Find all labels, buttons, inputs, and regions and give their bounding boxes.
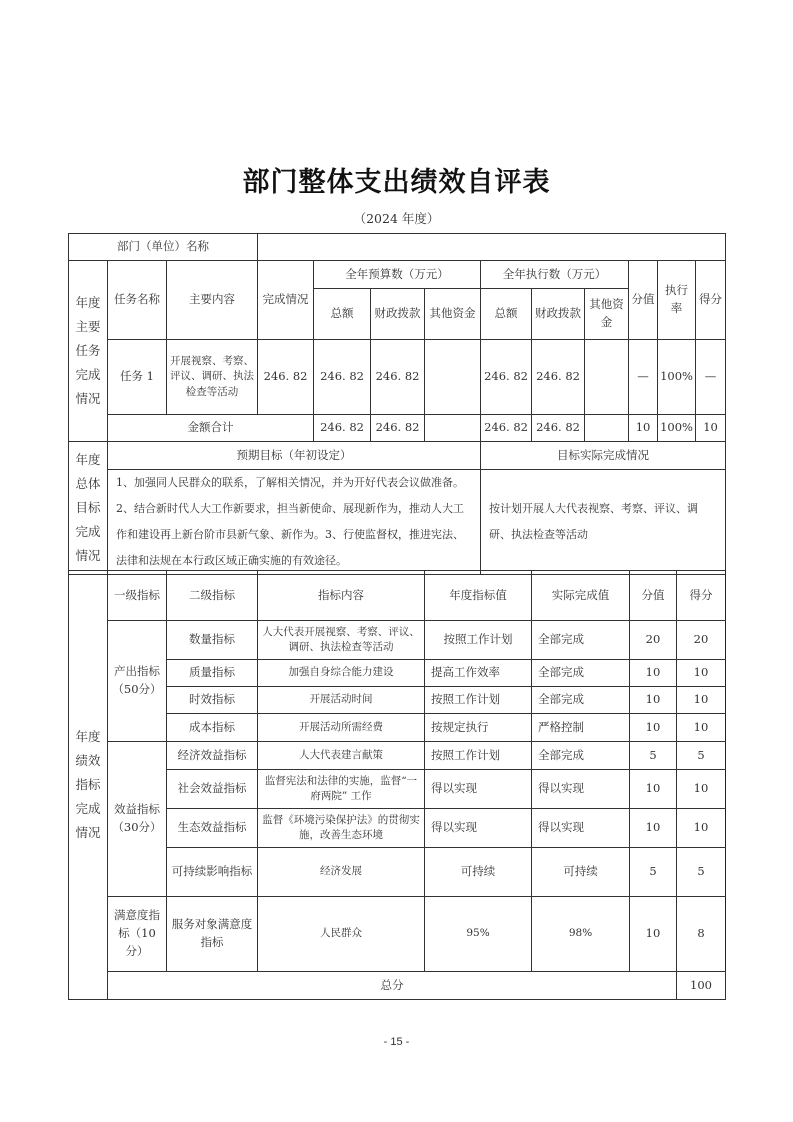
level2: 成本指标	[167, 714, 258, 742]
header-main-content: 主要内容	[167, 261, 258, 340]
page-number: - 15 -	[383, 1036, 410, 1048]
total-label: 金额合计	[108, 415, 314, 442]
task-completion: 246. 82	[258, 340, 314, 415]
section2-row-label: 年度总体目标完成情况	[69, 442, 108, 575]
level2: 经济效益指标	[167, 742, 258, 770]
actual: 全部完成	[532, 621, 630, 660]
expected-goal-header: 预期目标（年初设定）	[108, 442, 481, 470]
content: 开展活动时间	[258, 687, 425, 714]
task-budget-fiscal: 246. 82	[371, 340, 425, 415]
actual-goal-text: 按计划开展人大代表视察、考察、评议、调研、执法检查等活动	[481, 470, 726, 575]
score: 10	[677, 714, 726, 742]
header-budget-total: 总额	[314, 289, 371, 340]
level2: 可持续影响指标	[167, 848, 258, 897]
score-value: 10	[630, 714, 677, 742]
total-score-value: 10	[629, 415, 658, 442]
indicator-row	[69, 742, 726, 770]
indicator-row	[69, 897, 726, 972]
target: 按规定执行	[425, 714, 532, 742]
actual: 可持续	[532, 848, 630, 897]
header-score-value: 分值	[629, 261, 658, 340]
header-score-value: 分值	[630, 571, 677, 621]
task-exec-rate: 100%	[658, 340, 696, 415]
indicator-row	[69, 621, 726, 660]
dept-name-value	[258, 234, 726, 261]
document-title: 部门整体支出绩效自评表	[242, 167, 551, 198]
header-score: 得分	[677, 571, 726, 621]
total-exec-total: 246. 82	[481, 415, 532, 442]
header-exec-total: 总额	[481, 289, 532, 340]
task-exec-other	[585, 340, 629, 415]
content: 监督宪法和法律的实施，监督“一府两院” 工作	[258, 770, 425, 809]
score-value: 10	[630, 687, 677, 714]
score: 10	[677, 770, 726, 809]
score-value: 10	[630, 897, 677, 972]
indicator-row	[69, 714, 726, 742]
level2: 社会效益指标	[167, 770, 258, 809]
target: 按照工作计划	[425, 621, 532, 660]
header-exec-fiscal: 财政拨款	[532, 289, 585, 340]
performance-indicator-table	[68, 570, 726, 1000]
indicator-row	[69, 809, 726, 848]
total-score: 10	[696, 415, 726, 442]
task-budget-total: 246. 82	[314, 340, 371, 415]
task-row	[69, 340, 726, 415]
total-exec-rate: 100%	[658, 415, 696, 442]
actual: 全部完成	[532, 742, 630, 770]
total-exec-fiscal: 246. 82	[532, 415, 585, 442]
indicator-row	[69, 770, 726, 809]
content: 开展活动所需经费	[258, 714, 425, 742]
actual: 全部完成	[532, 660, 630, 687]
score: 5	[677, 848, 726, 897]
actual: 得以实现	[532, 770, 630, 809]
header-content: 指标内容	[258, 571, 425, 621]
level2: 数量指标	[167, 621, 258, 660]
section3-row-label: 年度绩效指标完成情况	[69, 571, 108, 1000]
header-target: 年度指标值	[425, 571, 532, 621]
score-value: 10	[630, 809, 677, 848]
score: 10	[677, 660, 726, 687]
actual: 全部完成	[532, 687, 630, 714]
score-value: 5	[630, 848, 677, 897]
header-exec-other: 其他资金	[585, 289, 629, 340]
target: 提高工作效率	[425, 660, 532, 687]
content: 人大代表开展视察、考察、评议、调研、执法检查等活动	[258, 621, 425, 660]
header-budget-other: 其他资金	[425, 289, 481, 340]
total-row	[69, 415, 726, 442]
target: 95%	[425, 897, 532, 972]
actual: 98%	[532, 897, 630, 972]
score: 5	[677, 742, 726, 770]
total-budget-total: 246. 82	[314, 415, 371, 442]
grand-total-label: 总分	[108, 972, 677, 1000]
header-score: 得分	[696, 261, 726, 340]
score: 10	[677, 687, 726, 714]
target: 按照工作计划	[425, 742, 532, 770]
total-exec-other	[585, 415, 629, 442]
level2: 质量指标	[167, 660, 258, 687]
score-value: 10	[630, 770, 677, 809]
section1-row-label: 年度主要任务完成情况	[69, 261, 108, 442]
expected-goal-text: 1、加强同人民群众的联系，了解相关情况，并为开好代表会议做准备。2、结合新时代人大工作新要求，担当新使命、展现新作为，推动人大工作和建设再上新台阶市县新气象、新作为。3、行使监督权，推进宪法、法律和法规在本行政区域正确实施的有效途径。	[108, 470, 481, 575]
total-budget-fiscal: 246. 82	[371, 415, 425, 442]
task-name: 任务 1	[108, 340, 167, 415]
target: 得以实现	[425, 809, 532, 848]
score: 10	[677, 809, 726, 848]
header-completion: 完成情况	[258, 261, 314, 340]
header-exec-rate: 执行率	[658, 261, 696, 340]
group-benefit: 效益指标（30分）	[108, 742, 167, 897]
document-year: （2024 年度）	[353, 211, 440, 226]
header-exec-group: 全年执行数（万元）	[481, 261, 629, 289]
header-level1: 一级指标	[108, 571, 167, 621]
content: 经济发展	[258, 848, 425, 897]
grand-total-row	[69, 972, 726, 1000]
indicator-row	[69, 848, 726, 897]
target: 按照工作计划	[425, 687, 532, 714]
task-score: —	[696, 340, 726, 415]
overall-goal-table	[68, 441, 726, 575]
content: 人大代表建言献策	[258, 742, 425, 770]
actual: 得以实现	[532, 809, 630, 848]
score: 8	[677, 897, 726, 972]
task-exec-fiscal: 246. 82	[532, 340, 585, 415]
header-task-name: 任务名称	[108, 261, 167, 340]
content: 监督《环境污染保护法》的贯彻实施，改善生态环境	[258, 809, 425, 848]
header-budget-group: 全年预算数（万元）	[314, 261, 481, 289]
task-completion-table	[68, 233, 726, 442]
dept-name-label: 部门（单位）名称	[69, 234, 258, 261]
level2: 时效指标	[167, 687, 258, 714]
group-satisfaction: 满意度指标（10分）	[108, 897, 167, 972]
target: 可持续	[425, 848, 532, 897]
task-score-value: —	[629, 340, 658, 415]
header-actual: 实际完成值	[532, 571, 630, 621]
indicator-row	[69, 687, 726, 714]
group-output: 产出指标（50分）	[108, 621, 167, 742]
indicator-row	[69, 660, 726, 687]
score-value: 10	[630, 660, 677, 687]
task-content: 开展视察、考察、评议、调研、执法检查等活动	[167, 340, 258, 415]
task-budget-other	[425, 340, 481, 415]
level2: 服务对象满意度指标	[167, 897, 258, 972]
total-budget-other	[425, 415, 481, 442]
level2: 生态效益指标	[167, 809, 258, 848]
grand-total-score-value: 100	[677, 972, 726, 1000]
header-budget-fiscal: 财政拨款	[371, 289, 425, 340]
score: 20	[677, 621, 726, 660]
score-value: 5	[630, 742, 677, 770]
header-level2: 二级指标	[167, 571, 258, 621]
score-value: 20	[630, 621, 677, 660]
target: 得以实现	[425, 770, 532, 809]
content: 加强自身综合能力建设	[258, 660, 425, 687]
actual-goal-header: 目标实际完成情况	[481, 442, 726, 470]
content: 人民群众	[258, 897, 425, 972]
task-exec-total: 246. 82	[481, 340, 532, 415]
actual: 严格控制	[532, 714, 630, 742]
